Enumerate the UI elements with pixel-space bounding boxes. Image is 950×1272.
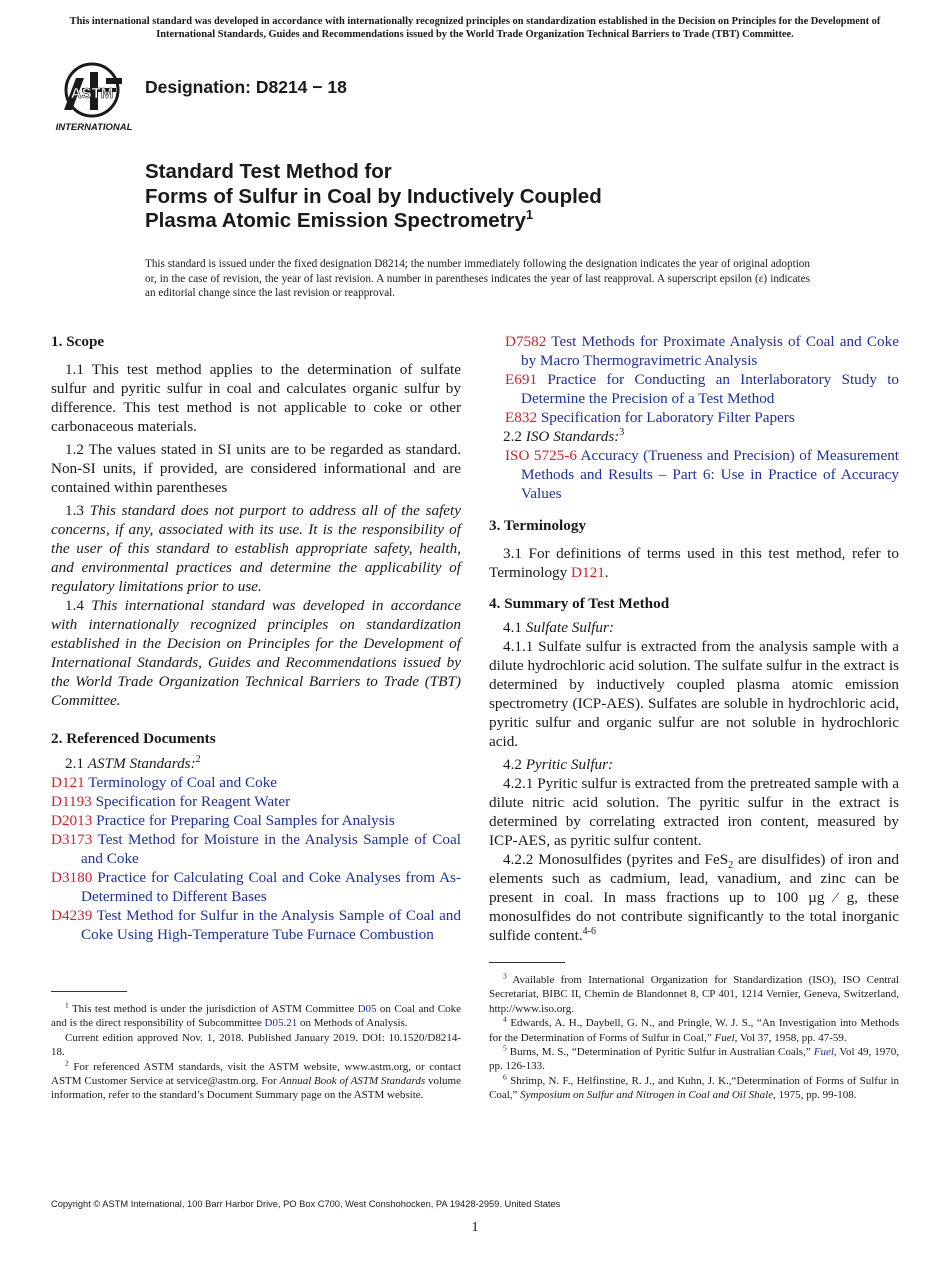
logo-mark: ASTM [70, 85, 114, 102]
copyright-notice: Copyright © ASTM International, 100 Barr Harbor Drive, PO Box C700, West Conshohocken, PA 19428-2959. United States [51, 1199, 561, 1209]
footnote-divider-left [51, 991, 127, 992]
scope-1-1: 1.1 This test method applies to the determination of sulfate sulfur and pyritic sulfur in coal and calculates organic sulfur by difference. This test method is not applicable to coke or other carbonaceous materials. [51, 361, 461, 435]
summary-4-1-1: 4.1.1 Sulfate sulfur is extracted from the analysis sample with a dilute hydrochloric acid solution. The sulfate sulfur in the extract is determined by inductively coupled plasma atomic emission spectrometry (ICP-AES). Sulfates are soluble in hydrochloric acid, pyritic sulfur and organic sulfur are not soluble in hydrochloric acid. [489, 638, 899, 750]
ref-d1193[interactable]: D1193 Specification for Reagent Water [51, 793, 291, 810]
ref-e691[interactable]: E691 Practice for Conducting an Interlaboratory Study to Determine the Precision of a Test Method [505, 371, 900, 407]
scope-1-3: 1.3 This standard does not purport to address all of the safety concerns, if any, associated with its use. It is the responsibility of the user of this standard to establish appropriate safety, health, and environmental practices and determine the applicability of regulatory limitations prior to use. [51, 502, 461, 595]
terminology-3-1: 3.1 For definitions of terms used in this test method, refer to Terminology D121. [489, 545, 899, 581]
summary-4-2-1: 4.2.1 Pyritic sulfur is extracted from the pretreated sample with a dilute nitric acid solution. The pyritic sulfur in the extract is determined by correlating extracted iron content, measured by ICP-AES, as pyritic sulfur content. [489, 775, 899, 849]
ref-e832[interactable]: E832 Specification for Laboratory Filter Papers [505, 409, 795, 426]
footnote-edition: Current edition approved Nov. 1, 2018. Published January 2019. DOI: 10.1520/D8214-18. [51, 1031, 461, 1059]
title-line-3: Plasma Atomic Emission Spectrometry$^1$ [145, 207, 534, 232]
summary-heading: 4. Summary of Test Method [489, 595, 670, 612]
scope-1-4: 1.4 This international standard was developed in accordance with internationally recognized principles on standardization established in the Decision on Principles for the Development of International Standards, Guides and Recommendations issued by the World Trade Organization Technical Barriers to Trade (TBT) Committee. [51, 597, 462, 709]
title-line-1: Standard Test Method for [145, 160, 392, 183]
summary-4-1: 4.1 Sulfate Sulfur: [503, 619, 614, 636]
ref-d7582[interactable]: D7582 Test Methods for Proximate Analysis of Coal and Coke by Macro Thermogravimetric Analysis [505, 333, 899, 369]
ref-d4239[interactable]: D4239 Test Method for Sulfur in the Analysis Sample of Coal and Coke Using High-Temperature Tube Furnace Combustion [51, 907, 461, 943]
summary-4-2: 4.2 Pyritic Sulfur: [503, 756, 614, 773]
footnote-5: $^5$ Burns, M. S., “Determination of Pyritic Sulfur in Australian Coals,” Fuel, Vol 49, 1970, pp. 126-133. [489, 1043, 899, 1073]
footnotes-left [51, 1002, 461, 1103]
left-column [51, 332, 461, 944]
footnote-3: $^3$ Available from International Organization for Standardization (ISO), ISO Central Secretariat, BIBC II, Chemin de Blandonnet 8, CP 401, 1214 Vernier, Geneva, Switzerland, http://www.iso.org. [489, 971, 899, 1015]
footnote-6: $^6$ Shrimp, N. F., Helfinstine, R. J., and Kuhn, J. K.,“Determination of Forms of Sulfur in Coal,” Symposium on Sulfur and Nitrogen in Coal and Oil Shale, 1975, pp. 99-108. [489, 1072, 900, 1102]
footnote-divider-right [489, 962, 565, 963]
document-title [145, 160, 602, 234]
iso-standards-label: 2.2 ISO Standards:$^3$ [503, 426, 625, 445]
footnotes-right [489, 973, 899, 1103]
terminology-heading: 3. Terminology [489, 517, 587, 534]
footnote-4: $^4$ Edwards, A. H., Daybell, G. N., and Pringle, W. J. S., “An Investigation into Methods for the Determination of Forms of Sulfur in Coal,” Fuel, Vol 37, 1958, pp. 47-59. [489, 1014, 899, 1044]
scope-heading: 1. Scope [51, 333, 105, 350]
ref-iso-5725-6[interactable]: ISO 5725-6 Accuracy (Trueness and Precision) of Measurement Methods and Results – Part 6: Use in Practice of Accuracy Values [505, 447, 900, 502]
footnote-1: $^1$ This test method is under the jurisdiction of ASTM Committee D05 on Coal and Coke and is the direct responsibility of Subcommittee D05.21 on Methods of Analysis. [51, 1000, 461, 1030]
astm-standards-label: 2.1 ASTM Standards:$^2$ [65, 753, 201, 772]
subcommittee-link[interactable]: D05.21 [264, 1017, 298, 1030]
ref-d3180[interactable]: D3180 Practice for Calculating Coal and Coke Analyses from As-Determined to Different Bases [51, 869, 462, 905]
page-number: 1 [471, 1220, 479, 1235]
title-line-2: Forms of Sulfur in Coal by Inductively Coupled [145, 184, 602, 208]
right-column [489, 332, 899, 945]
summary-4-2-2: 4.2.2 Monosulfides (pyrites and FeS$_2$ are disulfides) of iron and elements such as cadmium, lead, vanadium, and zinc can be present in coal. In mass fractions up to 100 µg ⁄ g, these monosulfides do not contribute significantly to the total inorganic sulfide content.$^{4-6}$ [489, 851, 899, 944]
standards-notice: This international standard was developed in accordance with internationally recognized principles on standardization established in the Decision on Principles for the Development of International Standards, Guides and Recommendations issued by the World Trade Organization Technical Barriers to Trade (TBT) Committee. [69, 16, 881, 40]
astm-logo [54, 58, 134, 134]
designation: Designation: D8214 − 18 [145, 77, 347, 97]
issue-note: This standard is issued under the fixed designation D8214; the number immediately following the designation indicates the year of original adoption or, in the case of revision, the year of last revision. A number in parentheses indicates the year of last reapproval. A superscript epsilon (ε) indicates an editorial change since the last revision or reapproval. [145, 258, 810, 300]
footnote-2: $^2$ For referenced ASTM standards, visit the ASTM website, www.astm.org, or contact ASTM Customer Service at service@astm.org. For Annual Book of ASTM Standards volume information, refer to the standard’s Document Summary page on the ASTM website. [51, 1057, 462, 1102]
terminology-ref-link[interactable]: D121 [571, 564, 605, 581]
ref-d3173[interactable]: D3173 Test Method for Moisture in the Analysis Sample of Coal and Coke [51, 831, 461, 867]
committee-link[interactable]: D05 [357, 1003, 377, 1015]
logo-sub: INTERNATIONAL [55, 122, 133, 133]
scope-1-2: 1.2 The values stated in SI units are to be regarded as standard. Non-SI units, if provided, are considered informational and are contained within parentheses [51, 441, 461, 496]
ref-d2013[interactable]: D2013 Practice for Preparing Coal Samples for Analysis [51, 812, 395, 829]
ref-d121[interactable]: D121 Terminology of Coal and Coke [51, 774, 278, 791]
referenced-heading: 2. Referenced Documents [51, 730, 216, 747]
title-footnote-mark: 1 [525, 207, 534, 223]
